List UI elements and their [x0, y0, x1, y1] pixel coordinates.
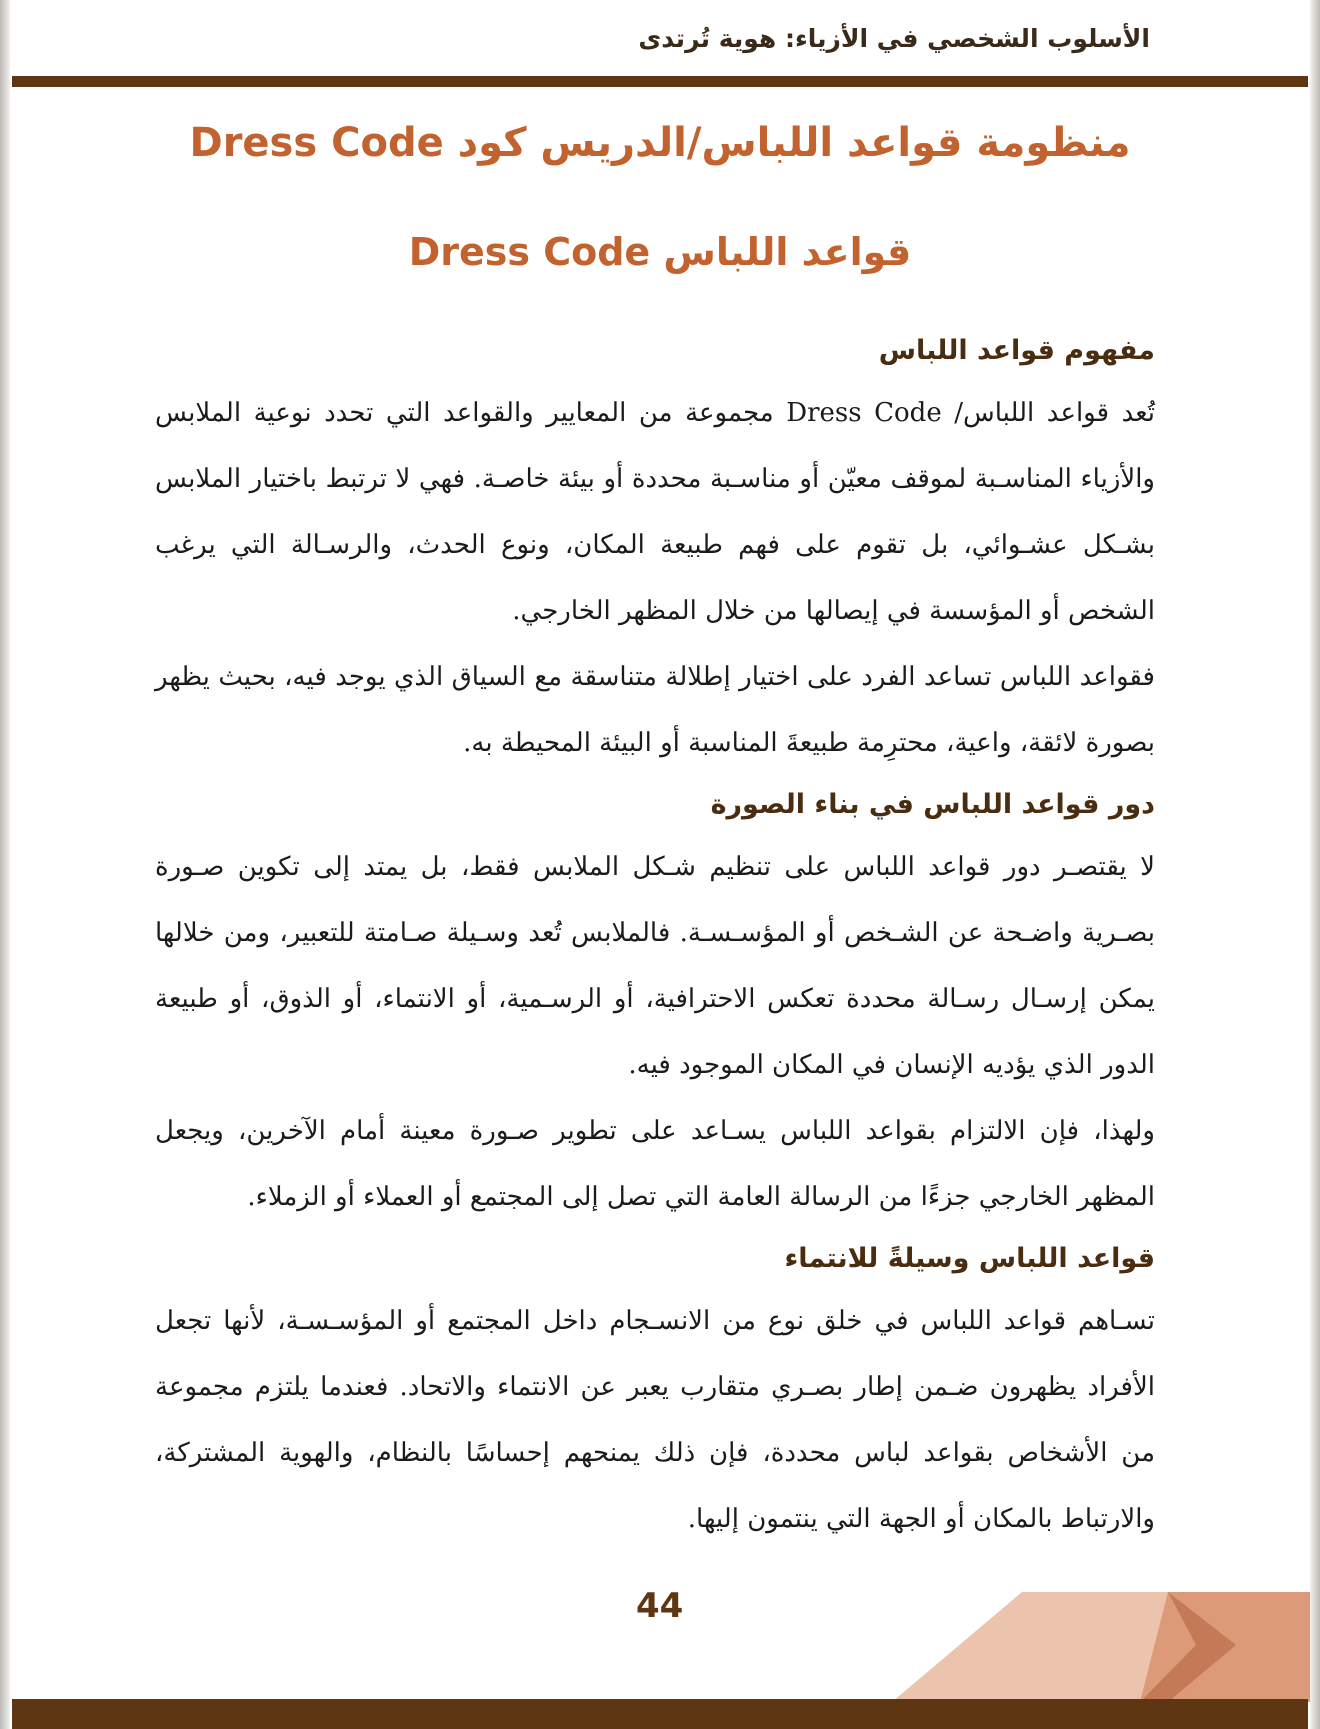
page-number: 44 — [636, 1586, 684, 1626]
paragraph: لا يقتصـر دور قواعد اللباس على تنظيم شـكل الملابس فقط، بل يمتد إلى تكوين صـورة بصـرية واضـحة عن الشـخص أو المؤسـسـة. فالملابس تُعد وسـيلة صـامتة للتعبير، ومن خلالها يمكن إرسـال رسـالة محددة تعكس الاحترافية، أو الرسـمية، أو الانتماء، أو الذوق، أو طبيعة الدور الذي يؤديه الإنسان في المكان الموجود فيه. — [155, 852, 1155, 1080]
section-heading: دور قواعد اللباس في بناء الصورة — [710, 789, 1155, 820]
section-concept — [155, 322, 1155, 776]
footer-rule — [12, 1699, 1308, 1729]
section-heading: مفهوم قواعد اللباس — [878, 335, 1155, 366]
main-title: منظومة قواعد اللباس/الدريس كود Dress Code — [189, 120, 1131, 166]
sub-title: قواعد اللباس Dress Code — [408, 230, 912, 274]
paragraph: تُعد قواعد اللباس/ Dress Code مجموعة من المعايير والقواعد التي تحدد نوعية الملابس والأزياء المناسـبة لموقف معيّن أو مناسـبة محددة أو بيئة خاصـة. فهي لا ترتبط باختيار الملابس بشـكل عشـوائي، بل تقوم على فهم طبيعة المكان، ونوع الحدث، والرسـالة التي يرغب الشخص أو المؤسسة في إيصالها من خلال المظهر الخارجي. — [155, 398, 1155, 626]
footer-band-light — [892, 1592, 1310, 1702]
section-image-role — [155, 776, 1155, 1230]
paragraph: تسـاهم قواعد اللباس في خلق نوع من الانسـجام داخل المجتمع أو المؤسـسـة، لأنها تجعل الأفراد يظهرون ضـمن إطار بصـري متقارب يعبر عن الانتماء والاتحاد. فعندما يلتزم مجموعة من الأشخاص بقواعد لباس محددة، فإن ذلك يمنحهم إحساسًا بالنظام، والهوية المشتركة، والارتباط بالمكان أو الجهة التي ينتمون إليها. — [155, 1306, 1155, 1534]
paragraph: فقواعد اللباس تساعد الفرد على اختيار إطلالة متناسقة مع السياق الذي يوجد فيه، بحيث يظهر بصورة لائقة، واعية، محترِمة طبيعةَ المناسبة أو البيئة المحيطة به. — [155, 662, 1155, 758]
running-header: الأسلوب الشخصي في الأزياء: هوية تُرتدى — [638, 24, 1150, 53]
footer-band-dark — [1140, 1592, 1236, 1702]
section-belonging — [155, 1230, 1155, 1552]
header-rule — [12, 76, 1308, 87]
section-heading: قواعد اللباس وسيلةً للانتماء — [784, 1243, 1155, 1274]
footer-band-mid — [1140, 1592, 1310, 1702]
paragraph: ولهذا، فإن الالتزام بقواعد اللباس يسـاعد على تطوير صـورة معينة أمام الآخرين، ويجعل المظهر الخارجي جزءًا من الرسالة العامة التي تصل إلى المجتمع أو العملاء أو الزملاء. — [155, 1116, 1155, 1212]
body-content — [155, 322, 1155, 1552]
